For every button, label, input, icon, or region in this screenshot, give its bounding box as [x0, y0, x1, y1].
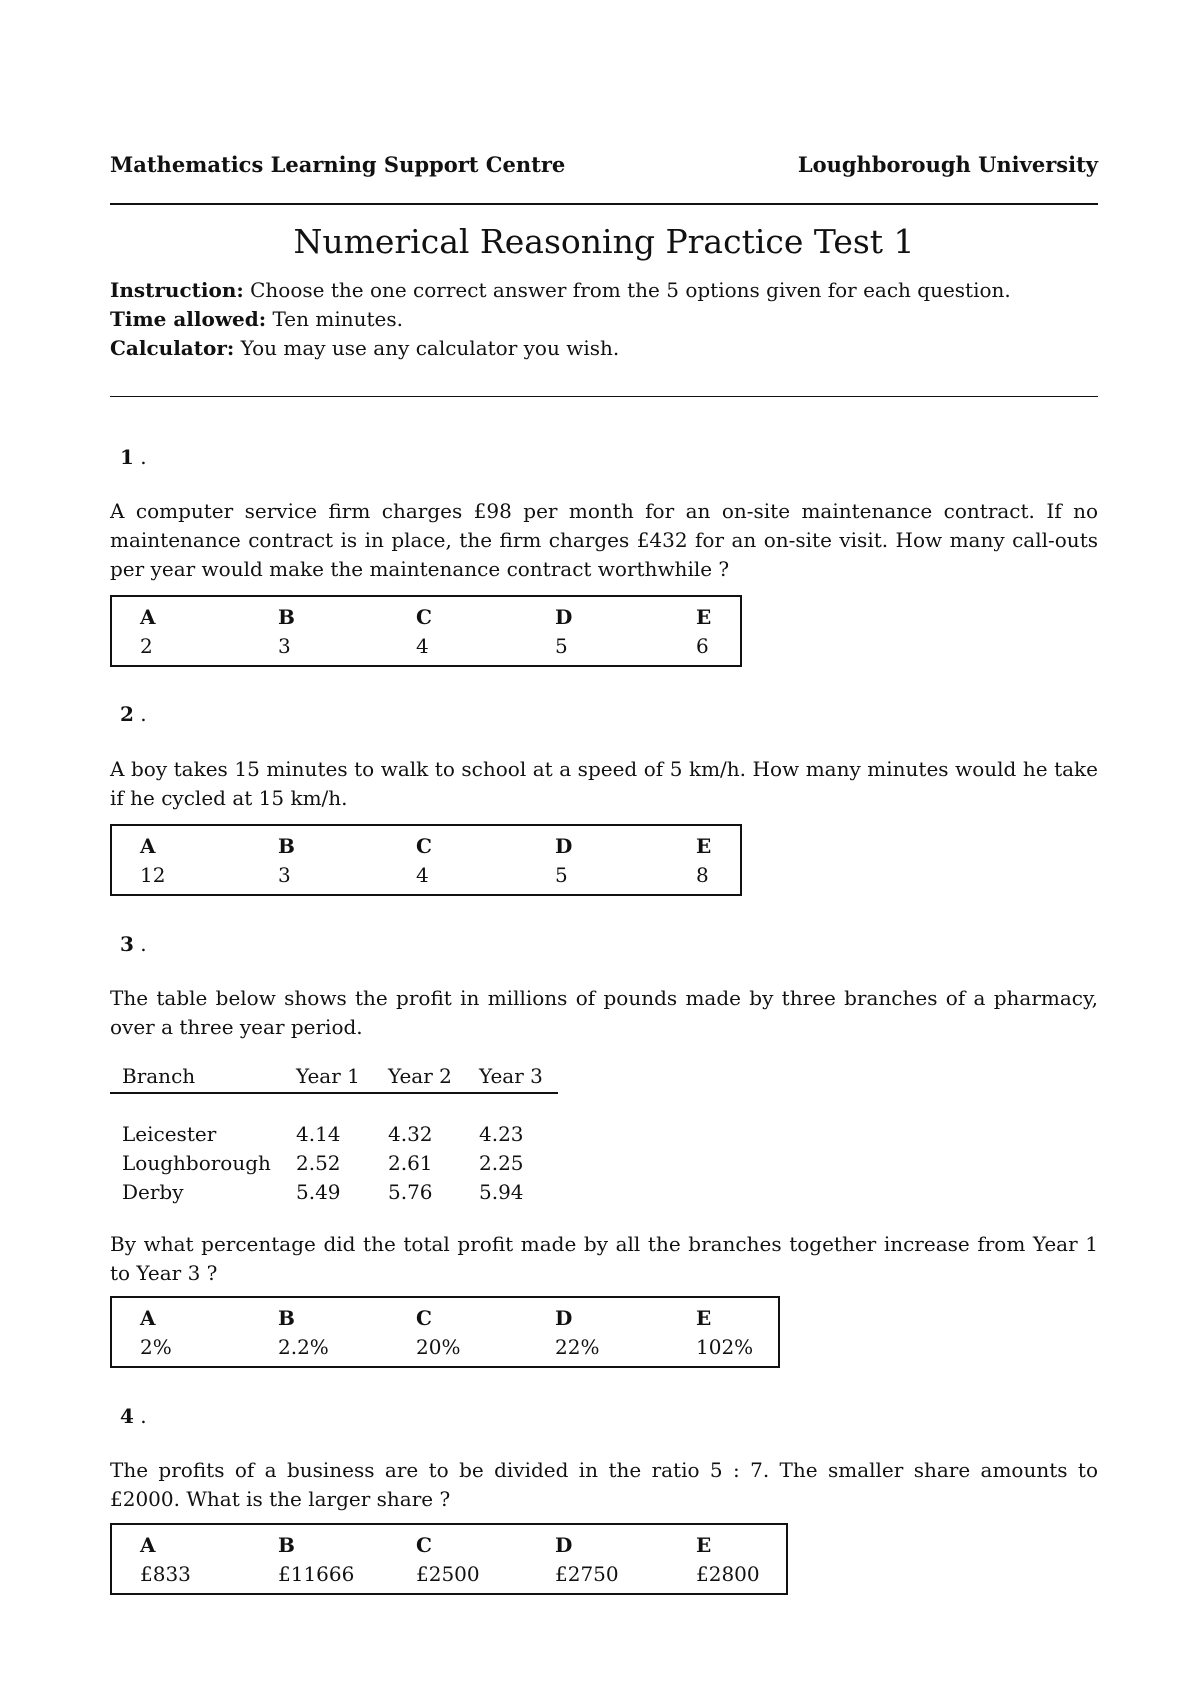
option-a[interactable] — [140, 832, 165, 890]
table-cell: 2.61 — [388, 1151, 433, 1175]
option-value: £2500 — [416, 1562, 480, 1586]
section-divider — [110, 396, 1098, 397]
instruction-text: Choose the one correct answer from the 5 options given for each question. — [250, 278, 1011, 302]
option-label: E — [696, 834, 712, 858]
question-3-number: 3 . — [120, 932, 147, 956]
option-label: A — [140, 1533, 156, 1557]
table-cell: 4.23 — [479, 1122, 524, 1146]
option-label: C — [416, 605, 432, 629]
option-value: £2800 — [696, 1562, 760, 1586]
option-label: C — [416, 834, 432, 858]
option-label: D — [555, 834, 573, 858]
option-value: 22% — [555, 1335, 600, 1359]
time-allowed-label: Time allowed: — [110, 307, 267, 331]
option-label: B — [278, 1306, 295, 1330]
question-number-value: 2 — [120, 702, 134, 726]
option-c[interactable] — [416, 1304, 460, 1362]
table-cell: 4.32 — [388, 1122, 433, 1146]
question-number-value: 3 — [120, 932, 134, 956]
option-value: 5 — [555, 634, 568, 658]
header-rule — [110, 203, 1098, 205]
header-university-name: Loughborough University — [797, 152, 1098, 177]
option-label: E — [696, 605, 712, 629]
header-cell: Year 2 — [388, 1064, 452, 1088]
table-cell: Leicester — [122, 1122, 217, 1146]
header-cell: Year 3 — [479, 1064, 543, 1088]
calculator-label: Calculator: — [110, 336, 235, 360]
option-label: B — [278, 1533, 295, 1557]
option-c[interactable] — [416, 1531, 480, 1589]
question-1-answer-box — [110, 595, 742, 667]
time-allowed-text: Ten minutes. — [272, 307, 403, 331]
table-cell: 2.25 — [479, 1151, 524, 1175]
table-cell: 5.94 — [479, 1180, 524, 1204]
option-e[interactable] — [696, 832, 711, 890]
table-cell: 4.14 — [296, 1122, 341, 1146]
option-label: C — [416, 1306, 432, 1330]
question-3-prompt: By what percentage did the total profit made by all the branches together increase from Year 1 to Year 3 ? — [110, 1232, 1098, 1285]
option-label: B — [278, 605, 295, 629]
option-a[interactable] — [140, 603, 156, 661]
option-value: £833 — [140, 1562, 191, 1586]
instruction-label: Instruction: — [110, 278, 244, 302]
question-4-number: 4 . — [120, 1404, 147, 1428]
page-title: Numerical Reasoning Practice Test 1 — [293, 222, 915, 261]
option-value: £11666 — [278, 1562, 355, 1586]
option-d[interactable] — [555, 1304, 599, 1362]
option-e[interactable] — [696, 1304, 753, 1362]
option-d[interactable] — [555, 603, 572, 661]
option-b[interactable] — [278, 603, 295, 661]
option-c[interactable] — [416, 603, 432, 661]
table-cell: 5.49 — [296, 1180, 341, 1204]
option-label: C — [416, 1533, 432, 1557]
table-cell: 5.76 — [388, 1180, 433, 1204]
option-b[interactable] — [278, 1531, 354, 1589]
option-label: D — [555, 1306, 573, 1330]
question-number-value: 1 — [120, 445, 134, 469]
option-value: 20% — [416, 1335, 461, 1359]
instruction-line — [110, 278, 1098, 302]
option-label: D — [555, 1533, 573, 1557]
option-d[interactable] — [555, 832, 572, 890]
page-header — [110, 152, 1098, 182]
option-label: E — [696, 1306, 712, 1330]
header-cell: Branch — [122, 1064, 196, 1088]
calculator-text: You may use any calculator you wish. — [240, 336, 620, 360]
table-cell: Loughborough — [122, 1151, 271, 1175]
calculator-line — [110, 336, 1098, 360]
option-value: 2% — [140, 1335, 172, 1359]
table-cell: Derby — [122, 1180, 184, 1204]
option-value: 3 — [278, 634, 291, 658]
option-b[interactable] — [278, 1304, 329, 1362]
time-allowed-line — [110, 307, 1098, 331]
option-e[interactable] — [696, 603, 711, 661]
option-value: 4 — [416, 634, 429, 658]
option-label: A — [140, 834, 156, 858]
option-value: 102% — [696, 1335, 754, 1359]
option-value: 8 — [696, 863, 709, 887]
question-2-answer-box — [110, 824, 742, 896]
question-4-answer-box — [110, 1523, 788, 1595]
option-value: £2750 — [555, 1562, 619, 1586]
option-a[interactable] — [140, 1304, 172, 1362]
option-d[interactable] — [555, 1531, 619, 1589]
option-label: D — [555, 605, 573, 629]
question-3-text: The table below shows the profit in millions of pounds made by three branches of a pharmacy, over a three year period. — [110, 986, 1098, 1039]
option-c[interactable] — [416, 832, 432, 890]
option-value: 5 — [555, 863, 568, 887]
question-1-text: A computer service firm charges £98 per month for an on-site maintenance contract. If no maintenance contract is in place, the firm charges £432 for an on-site visit. How many call-outs per year would make the maintenance contract worthwhile ? — [110, 499, 1098, 581]
question-2-text: A boy takes 15 minutes to walk to school at a speed of 5 km/h. How many minutes would he take if he cycled at 15 km/h. — [110, 757, 1098, 810]
option-value: 6 — [696, 634, 709, 658]
question-number-value: 4 — [120, 1404, 134, 1428]
option-value: 12 — [140, 863, 166, 887]
option-value: 3 — [278, 863, 291, 887]
question-1-number: 1 . — [120, 445, 147, 469]
option-label: A — [140, 605, 156, 629]
question-3-answer-box — [110, 1296, 780, 1368]
option-value: 2 — [140, 634, 153, 658]
question-4-text: The profits of a business are to be divided in the ratio 5 : 7. The smaller share amounts to £2000. What is the larger share ? — [110, 1458, 1098, 1511]
header-centre-name: Mathematics Learning Support Centre — [110, 152, 566, 177]
table-cell: 2.52 — [296, 1151, 341, 1175]
option-a[interactable] — [140, 1531, 191, 1589]
option-e[interactable] — [696, 1531, 760, 1589]
option-label: E — [696, 1533, 712, 1557]
header-cell: Year 1 — [296, 1064, 360, 1088]
option-b[interactable] — [278, 832, 295, 890]
option-label: B — [278, 834, 295, 858]
option-value: 4 — [416, 863, 429, 887]
profit-table-rule — [110, 1092, 558, 1094]
option-label: A — [140, 1306, 156, 1330]
option-value: 2.2% — [278, 1335, 329, 1359]
question-2-number: 2 . — [120, 702, 147, 726]
